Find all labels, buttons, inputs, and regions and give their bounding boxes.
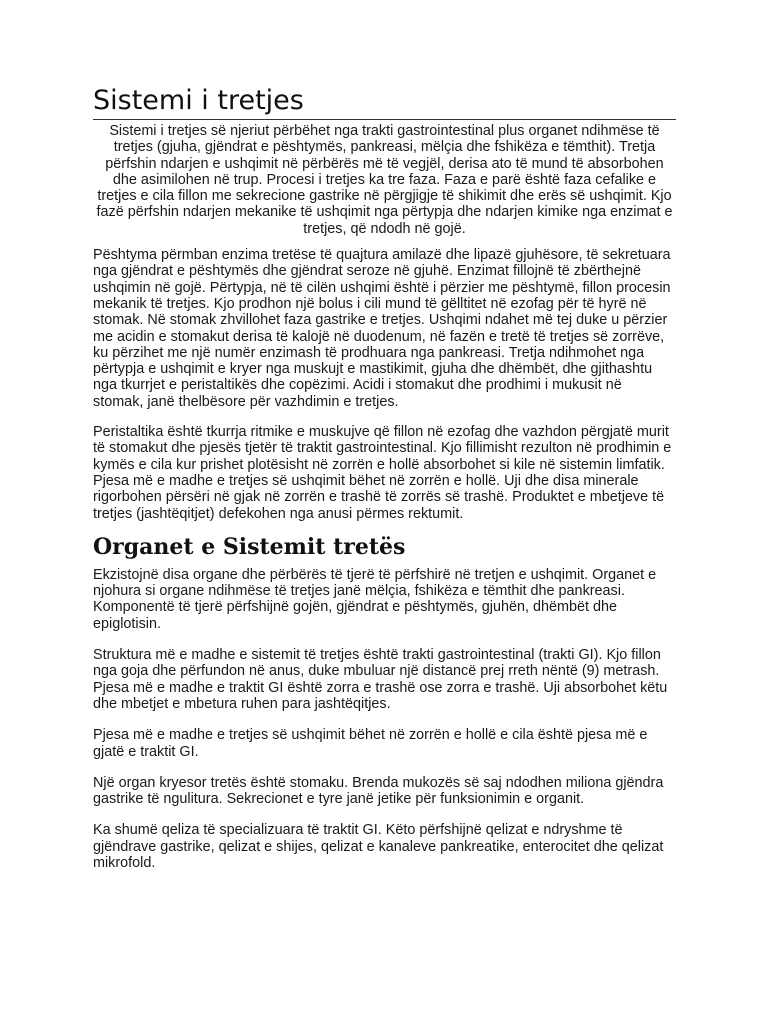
paragraph-saliva: Pështyma përmban enzima tretëse të quajtura amilazë dhe lipazë gjuhësore, të sekretuara nga gjëndrat e pështymës dhe gjëndrat seroze në gjuhë. Enzimat fillojnë të zbërthejnë ushqimin në gojë. Përtypja, në të cilën ushqimi është i përzier me pështymë, fillon procesin mekanik të tretjes. Kjo prodhon një bolus i cili mund të gëlltitet në ezofag për të hyrë në stomak. Në stomak zhvillohet faza gastrike e tretjes. Ushqimi ndahet më tej duke u përzier me acidin e stomakut derisa të kalojë në duodenum, në fazën e tretë të tretjes së zorrëve, ku përzihet me një numër enzimash të prodhuara nga pankreasi. Tretja ndihmohet nga përtypja e ushqimit e kryer nga muskujt e mastikimit, gjuha dhe dhëmbët, dhe gjithashtu nga tkurrjet e peristaltikës dhe copëzimi. Acidi i stomakut dhe prodhimi i mukusit në stomak, janë thelbësore për vazhdimin e tretjes. [93, 247, 671, 410]
document-page [93, 84, 676, 871]
page-title: Sistemi i tretjes [93, 84, 676, 120]
paragraph-organs: Ekzistojnë disa organe dhe përbërës të tjerë të përfshirë në tretjen e ushqimit. Organet e njohura si organe ndihmëse të tretjes janë mëlçia, fshikëza e tëmthit dhe pankreasi. Komponentë të tjerë përfshijnë gojën, gjëndrat e pështymës, gjuhën, dhëmbët dhe epiglotisin. [93, 566, 657, 632]
paragraph-gi-tract: Struktura më e madhe e sistemit të tretjes është trakti gastrointestinal (trakti GI). Kjo fillon nga goja dhe përfundon në anus, duke mbuluar një distancë prej rreth nëntë (9) metrash. Pjesa më e madhe e traktit GI është zorra e trashë ose zorra e trashë. Uji absorbohet këtu dhe mbetjet e mbetura ruhen para jashtëqitjes. [93, 647, 668, 712]
paragraph-stomach: Një organ kryesor tretës është stomaku. Brenda mukozës së saj ndodhen miliona gjëndra gastrike të ngulitura. Sekrecionet e tyre janë jetike për funksionimin e organit. [93, 774, 664, 808]
paragraph-specialized-cells: Ka shumë qeliza të specializuara të traktit GI. Këto përfshijnë qelizat e ndryshme të gjëndrave gastrike, qelizat e shijes, qelizat e kanaleve pankreatike, enterocitet dhe qelizat mikrofold. [93, 822, 664, 871]
section-title: Organet e Sistemit tretës [93, 533, 406, 560]
intro-paragraph: Sistemi i tretjes së njeriut përbëhet nga trakti gastrointestinal plus organet ndihmëse të tretjes (gjuha, gjëndrat e pështymës, pankreasi, mëlçia dhe fshikëza e tëmthit). Tretja përfshin ndarjen e ushqimit në përbërës më të vegjël, derisa ato të mund të absorbohen dhe asimilohen në trup. Procesi i tretjes ka tre faza. Faza e parë është faza cefalike e tretjes e cila fillon me sekrecione gastrike në përgjigje të shikimit dhe erës së ushqimit. Kjo fazë përfshin ndarjen mekanike të ushqimit nga përtypja dhe ndarjen kimike nga enzimat e tretjes, që ndodh në gojë. [96, 123, 673, 237]
paragraph-small-intestine: Pjesa më e madhe e tretjes së ushqimit bëhet në zorrën e hollë e cila është pjesa më e gjatë e traktit GI. [93, 727, 648, 760]
paragraph-peristalsis: Peristaltika është tkurrja ritmike e muskujve që fillon në ezofag dhe vazhdon përgjatë murit të stomakut dhe pjesës tjetër të traktit gastrointestinal. Kjo fillimisht rezulton në prodhimin e kymës e cila kur prishet plotësisht në zorrën e hollë absorbohet si kile në sistemin limfatik. Pjesa më e madhe e tretjes së ushqimit bëhet në zorrën e hollë. Uji dhe disa minerale rigorbohen përsëri në gjak në zorrën e trashë të zorrës së trashë. Produktet e mbetjeve të tretjes (jashtëqitjet) defekohen nga anusi përmes rektumit. [93, 424, 672, 522]
